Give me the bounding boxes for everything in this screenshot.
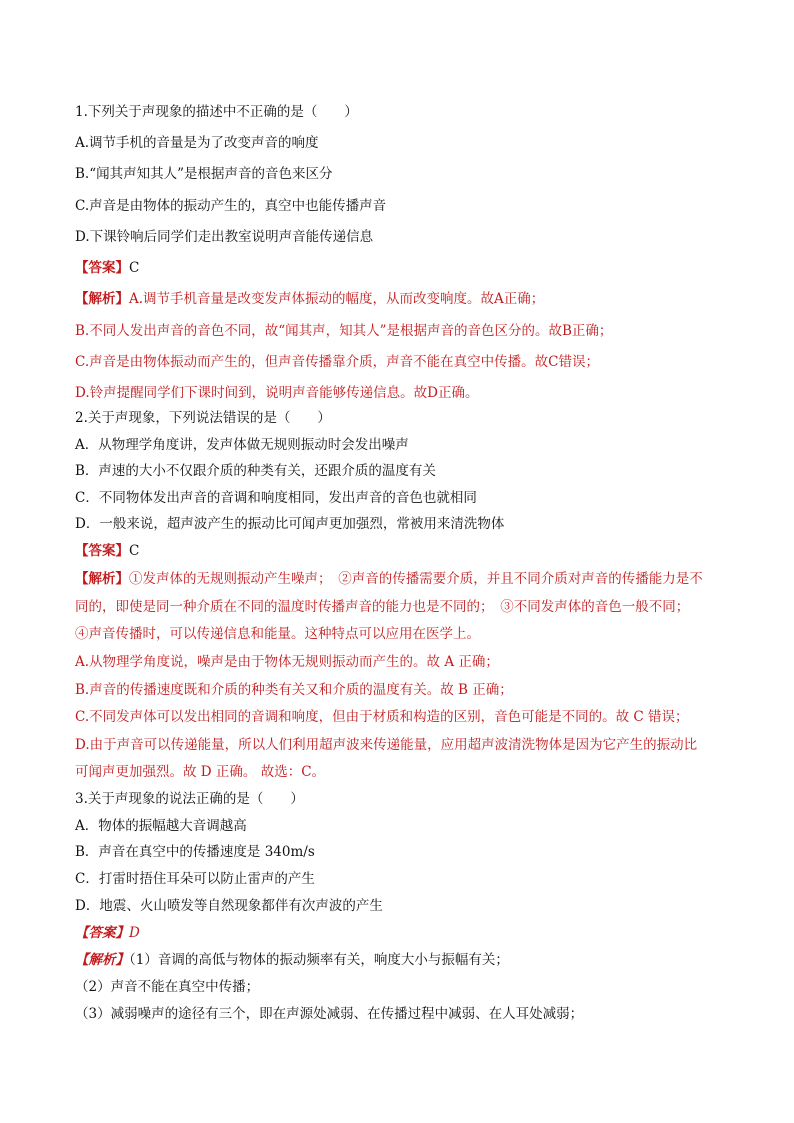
q2-option-c: C．不同物体发出声音的音调和响度相同，发出声音的音色也就相同 — [75, 490, 477, 506]
q1-option-c: C.声音是由物体的振动产生的，真空中也能传播声音 — [75, 198, 387, 214]
q1-analysis-line-3: C.声音是由物体振动而产生的，但声音传播靠介质，声音不能在真空中传播。故C错误； — [75, 354, 599, 370]
q2-answer-tag: 【答案】 — [75, 543, 129, 559]
q2-analysis-line-8: 可闻声更加强烈。故 D 正确。 故选：C。 — [75, 764, 326, 780]
q2-option-b: B．声速的大小不仅跟介质的种类有关，还跟介质的温度有关 — [75, 463, 436, 479]
q3-option-d: D．地震、火山喷发等自然现象都伴有次声波的产生 — [75, 898, 383, 914]
q1-answer-tag: 【答案】 — [75, 260, 129, 276]
q2-analysis-line-6: C.不同发声体可以发出相同的音调和响度，但由于材质和构造的区别，音色可能是不同的。故 C 错误； — [75, 709, 689, 725]
q2-analysis-line-5: B.声音的传播速度既和介质的种类有关又和介质的温度有关。故 B 正确； — [75, 682, 513, 698]
q2-option-d: D．一般来说，超声波产生的振动比可闻声更加强烈，常被用来清洗物体 — [75, 516, 505, 532]
q2-analysis-line-3: ④声音传播时，可以传递信息和能量。这种特点可以应用在医学上。 — [75, 626, 480, 642]
q2-stem: 2.关于声现象，下列说法错误的是（ ） — [75, 410, 331, 426]
q2-analysis-line-7: D.由于声音可以传递能量，所以人们利用超声波来传递能量，应用超声波清洗物体是因为它产生的振动比 — [75, 737, 698, 753]
q2-analysis-text-1: ①发声体的无规则振动产生噪声； ②声音的传播需要介质，并且不同介质对声音的传播能力是不 — [129, 571, 703, 587]
q2-analysis-line-2: 同的，即使是同一种介质在不同的温度时传播声音的能力也是不同的； ③不同发声体的音色一般不同； — [75, 599, 690, 615]
q1-option-b: B.“闻其声知其人”是根据声音的音色来区分 — [75, 166, 333, 182]
q1-analysis-line-1 — [75, 290, 732, 308]
q2-analysis-line-4: A.从物理学角度说，噪声是由于物体无规则振动而产生的。故 A 正确； — [75, 654, 499, 670]
q1-stem: 1.下列关于声现象的描述中不正确的是（ ） — [75, 104, 358, 120]
q2-answer-line — [75, 542, 732, 560]
q3-answer-value: D — [129, 925, 140, 941]
q3-analysis-tag: 【解析】 — [75, 952, 129, 968]
q1-option-a: A.调节手机的音量是为了改变声音的响度 — [75, 135, 319, 151]
q1-answer-line — [75, 259, 732, 277]
q1-analysis-tag: 【解析】 — [75, 291, 129, 307]
q2-answer-value: C — [129, 543, 140, 559]
q2-analysis-line-1 — [75, 570, 732, 588]
q3-analysis-line-3: （3）减弱噪声的途径有三个，即在声源处减弱、在传播过程中减弱、在人耳处减弱； — [75, 1006, 584, 1022]
q3-analysis-text-1: （1）音调的高低与物体的振动频率有关，响度大小与振幅有关； — [129, 952, 509, 968]
q2-option-a: A．从物理学角度讲，发声体做无规则振动时会发出噪声 — [75, 437, 409, 453]
q3-answer-tag: 【答案】 — [75, 925, 129, 941]
q3-answer-line — [75, 924, 732, 942]
q3-option-a: A．物体的振幅越大音调越高 — [75, 818, 247, 834]
q3-option-b: B．声音在真空中的传播速度是 340m/s — [75, 844, 315, 860]
q2-analysis-tag: 【解析】 — [75, 571, 129, 587]
q3-option-c: C．打雷时捂住耳朵可以防止雷声的产生 — [75, 871, 315, 887]
q1-analysis-line-4: D.铃声提醒同学们下课时间到，说明声音能够传递信息。故D正确。 — [75, 385, 479, 401]
q3-analysis-line-1 — [75, 951, 732, 969]
q1-analysis-text-1: A.调节手机音量是改变发声体振动的幅度，从而改变响度。故A正确； — [129, 291, 545, 307]
q3-stem: 3.关于声现象的说法正确的是（ ） — [75, 791, 304, 807]
q1-option-d: D.下课铃响后同学们走出教室说明声音能传递信息 — [75, 229, 374, 245]
q3-analysis-line-2: （2）声音不能在真空中传播； — [75, 979, 260, 995]
q1-answer-value: C — [129, 260, 140, 276]
q1-analysis-line-2: B.不同人发出声音的音色不同，故“闻其声，知其人”是根据声音的音色区分的。故B正确； — [75, 323, 613, 339]
